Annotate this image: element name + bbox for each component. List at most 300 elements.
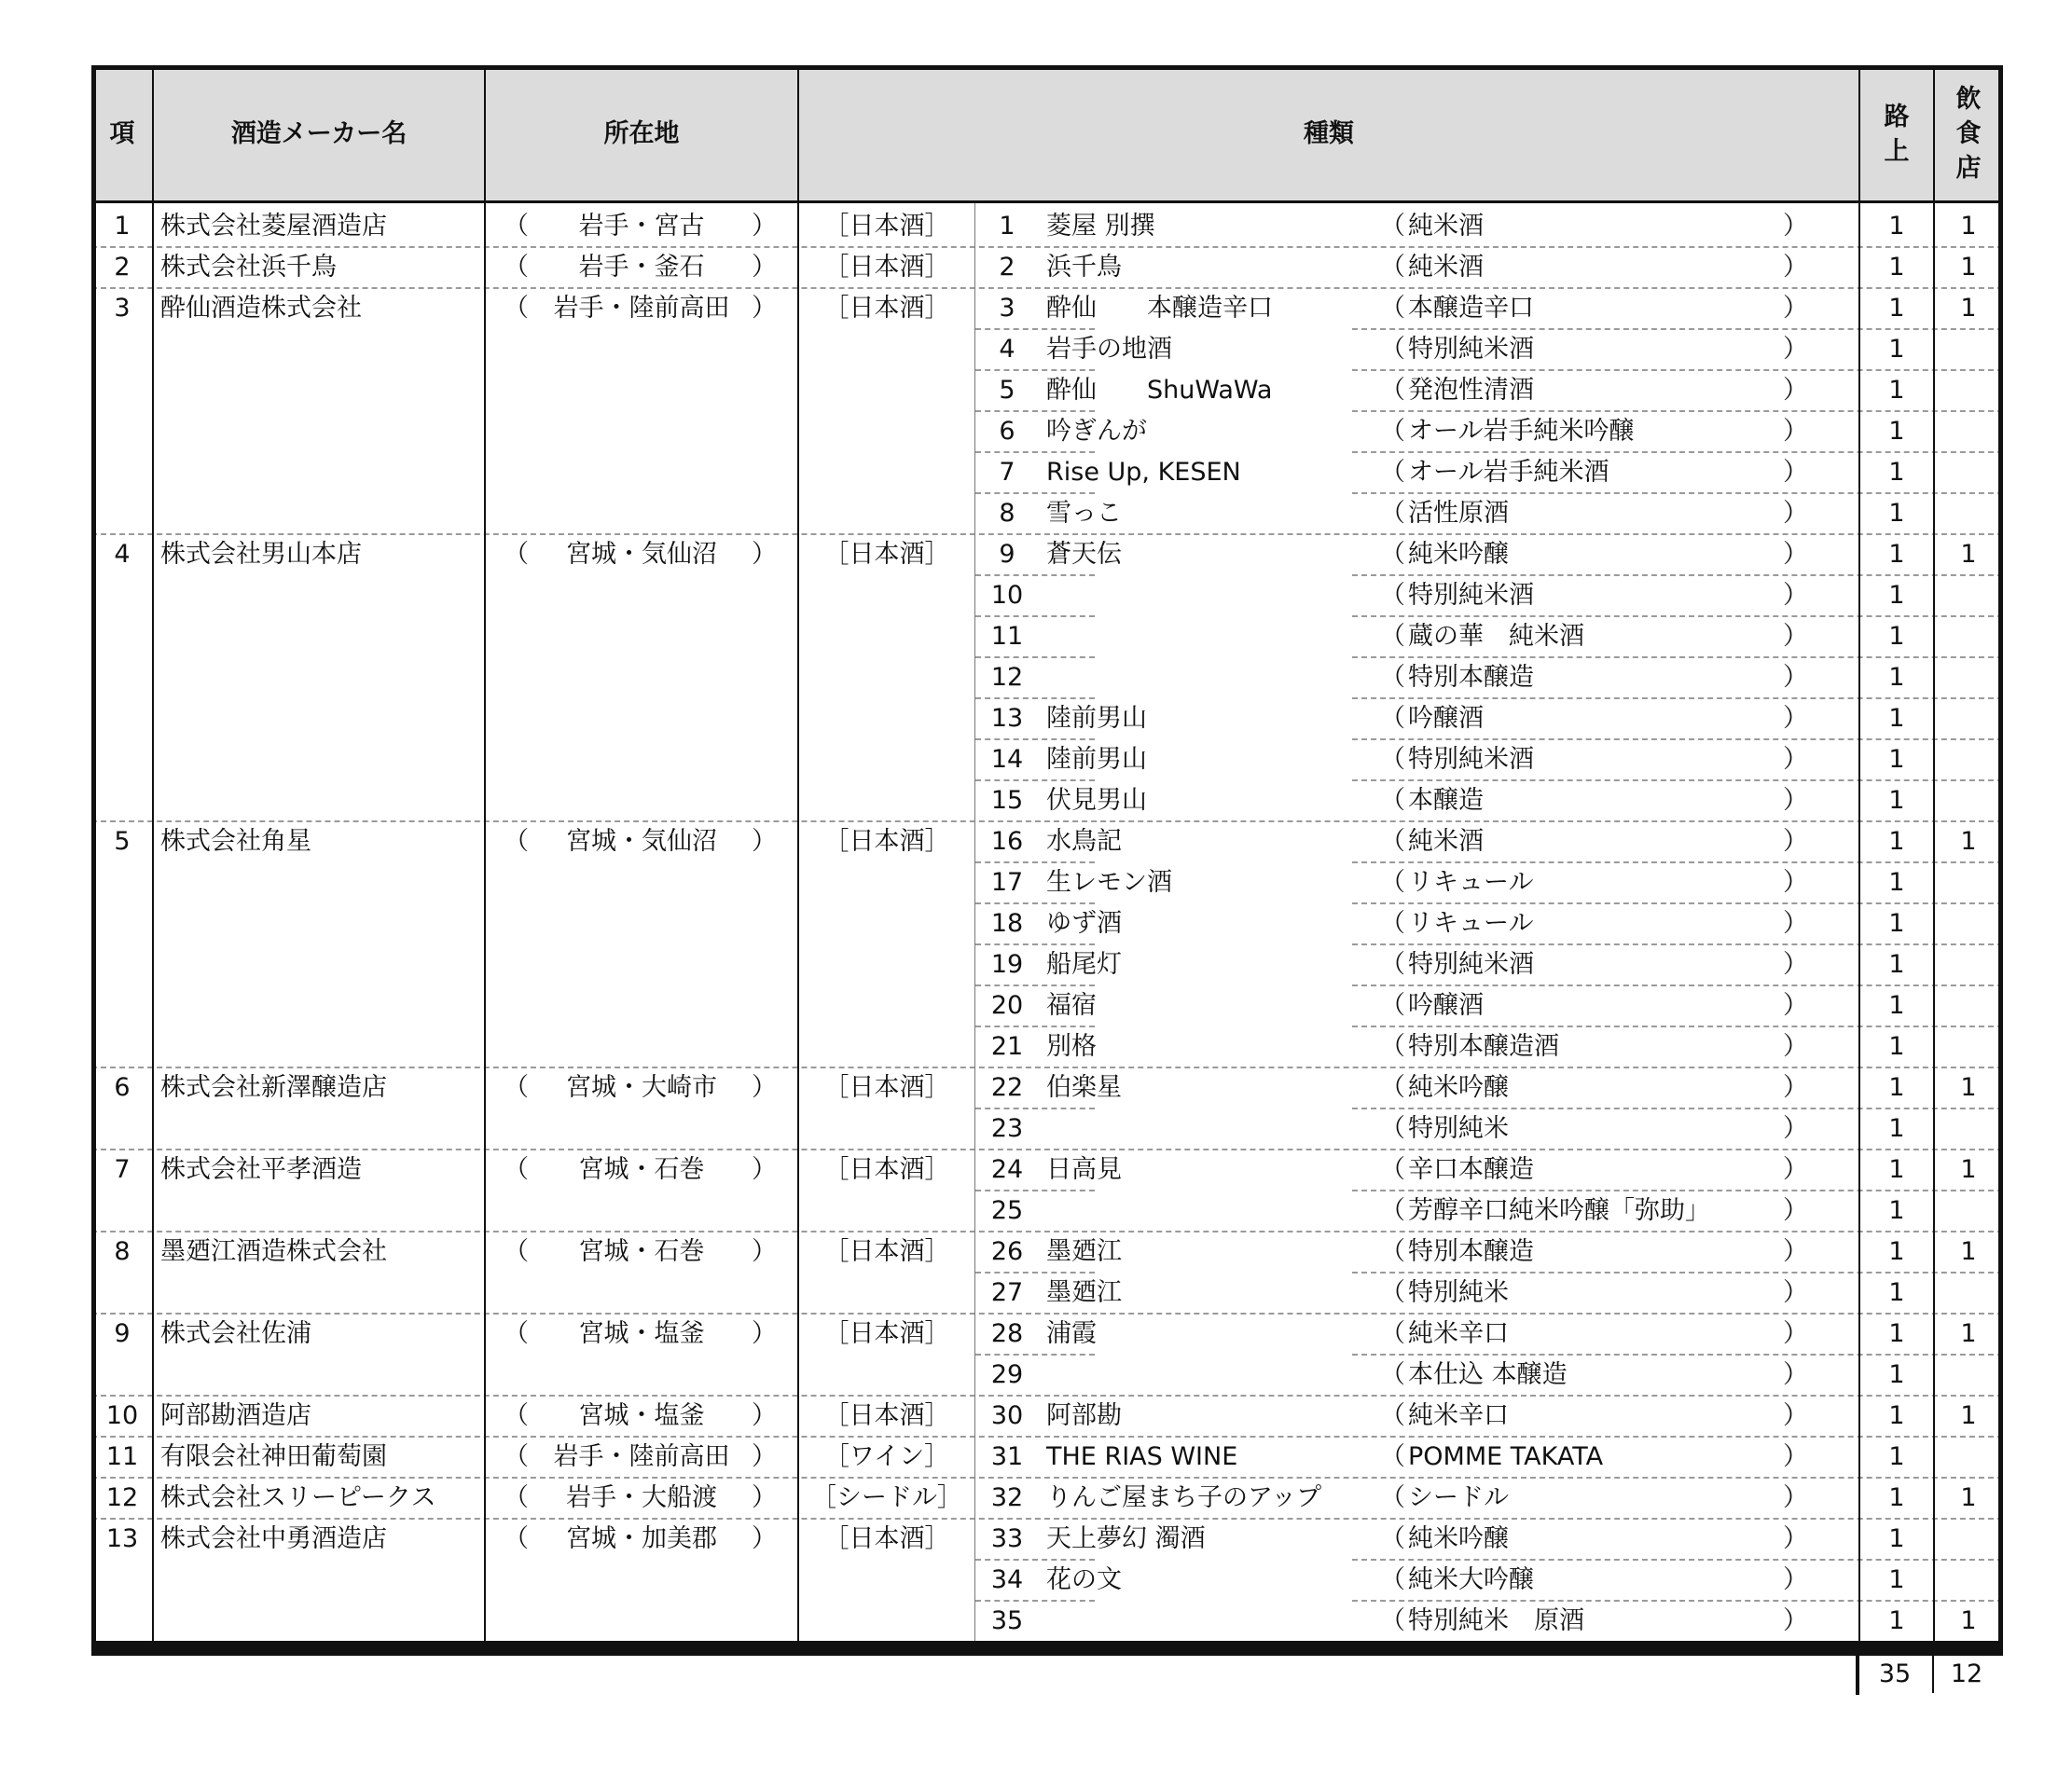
item-number: 2 [999, 253, 1015, 282]
open-paren: （ [1380, 827, 1405, 856]
close-paren: ） [1783, 950, 1808, 979]
maker-divider [91, 1395, 2003, 1397]
open-paren: （ [1380, 1360, 1405, 1389]
close-paren: ） [1783, 1073, 1808, 1102]
sake-kind: 芳醇辛口純米吟醸「弥助」 [1408, 1196, 1710, 1225]
maker-name: 株式会社菱屋酒造店 [160, 212, 387, 241]
total-street: 35 [1878, 1659, 1912, 1688]
header-no: 項 [109, 119, 135, 148]
street-count: 1 [1888, 1278, 1905, 1307]
sake-kind: オール岩手純米酒 [1408, 458, 1609, 487]
restaurant-count: 1 [1960, 294, 1977, 323]
liquor-type: ［日本酒］ [823, 1155, 950, 1184]
item-number: 35 [990, 1606, 1024, 1635]
product-name: 菱屋 別撰 [1046, 212, 1155, 241]
sake-kind: 発泡性清酒 [1408, 376, 1534, 405]
maker-name: 酔仙酒造株式会社 [160, 294, 362, 323]
location-close-paren: ） [752, 1401, 777, 1430]
location-close-paren: ） [752, 253, 777, 282]
maker-no: 8 [114, 1237, 131, 1266]
location-open-paren: （ [504, 1155, 529, 1184]
street-count: 1 [1888, 1565, 1905, 1594]
maker-name: 阿部勘酒造店 [160, 1401, 311, 1430]
product-name: 船尾灯 [1046, 950, 1122, 979]
product-name: 陸前男山 [1046, 704, 1147, 733]
row-divider [1352, 861, 2003, 863]
sake-kind: 本醸造 [1408, 786, 1484, 815]
location-close-paren: ） [752, 1524, 777, 1553]
row-divider [975, 984, 1095, 986]
maker-divider [91, 533, 2003, 535]
sake-kind: 蔵の華 純米酒 [1408, 622, 1584, 651]
row-divider [1352, 738, 2003, 740]
liquor-type: ［ワイン］ [823, 1442, 950, 1471]
maker-location: 岩手・釜石 [578, 253, 705, 282]
item-number: 8 [999, 499, 1015, 528]
product-name: 福宿 [1046, 991, 1097, 1020]
close-paren: ） [1783, 827, 1808, 856]
liquor-type: ［日本酒］ [823, 294, 950, 323]
sake-kind: 吟醸酒 [1408, 704, 1484, 733]
maker-divider [91, 1231, 2003, 1232]
street-count: 1 [1888, 1606, 1905, 1635]
open-paren: （ [1380, 1401, 1405, 1430]
item-number: 15 [990, 786, 1024, 815]
open-paren: （ [1380, 1114, 1405, 1143]
close-paren: ） [1783, 991, 1808, 1020]
maker-location: 岩手・陸前高田 [553, 294, 730, 323]
location-close-paren: ） [752, 1442, 777, 1471]
open-paren: （ [1380, 1606, 1405, 1635]
header-location: 所在地 [603, 119, 680, 148]
location-open-paren: （ [504, 1442, 529, 1471]
item-number: 17 [990, 868, 1024, 897]
maker-name: 株式会社平孝酒造 [160, 1155, 362, 1184]
open-paren: （ [1380, 540, 1405, 569]
row-divider [1352, 328, 2003, 330]
open-paren: （ [1380, 745, 1405, 774]
liquor-type: ［日本酒］ [823, 253, 950, 282]
maker-name: 株式会社新澤醸造店 [160, 1073, 387, 1102]
row-divider [1352, 1600, 2003, 1602]
header-kind: 種類 [1304, 119, 1354, 148]
open-paren: （ [1380, 458, 1405, 487]
close-paren: ） [1783, 745, 1808, 774]
row-divider [975, 1108, 1095, 1109]
street-count: 1 [1888, 1360, 1905, 1389]
number-column-line [974, 202, 975, 1641]
location-open-paren: （ [504, 253, 529, 282]
restaurant-count: 1 [1960, 1319, 1977, 1348]
street-count: 1 [1888, 950, 1905, 979]
maker-no: 9 [114, 1319, 131, 1348]
product-name: 墨廼江 [1046, 1237, 1122, 1266]
close-paren: ） [1783, 376, 1808, 405]
liquor-type: ［日本酒］ [823, 1237, 950, 1266]
product-name: 酔仙 本醸造辛口 [1046, 294, 1273, 323]
item-number: 21 [990, 1032, 1024, 1061]
close-paren: ） [1783, 212, 1808, 241]
liquor-type: ［日本酒］ [823, 1401, 950, 1430]
street-count: 1 [1888, 745, 1905, 774]
row-divider [975, 902, 1095, 904]
row-divider [1352, 451, 2003, 453]
close-paren: ） [1783, 909, 1808, 938]
row-divider [1352, 615, 2003, 617]
row-divider [1352, 656, 2003, 658]
close-paren: ） [1783, 1155, 1808, 1184]
sake-kind: 純米吟醸 [1408, 1524, 1509, 1553]
item-number: 30 [990, 1401, 1024, 1430]
open-paren: （ [1380, 663, 1405, 692]
street-count: 1 [1888, 1196, 1905, 1225]
row-divider [975, 574, 1095, 576]
location-close-paren: ） [752, 1155, 777, 1184]
sake-kind: 活性原酒 [1408, 499, 1509, 528]
open-paren: （ [1380, 991, 1405, 1020]
maker-divider [91, 1067, 2003, 1068]
open-paren: （ [1380, 1442, 1405, 1471]
item-number: 16 [990, 827, 1024, 856]
restaurant-count: 1 [1960, 212, 1977, 241]
restaurant-count: 1 [1960, 253, 1977, 282]
street-count: 1 [1888, 1401, 1905, 1430]
product-name: ゆず酒 [1046, 909, 1122, 938]
close-paren: ） [1783, 253, 1808, 282]
close-paren: ） [1783, 1606, 1808, 1635]
sake-maker-table [91, 65, 2003, 1650]
maker-divider [91, 246, 2003, 248]
open-paren: （ [1380, 417, 1405, 446]
row-divider [975, 492, 1095, 494]
open-paren: （ [1380, 499, 1405, 528]
sake-kind: リキュール [1408, 909, 1534, 938]
product-name: りんご屋まち子のアップ [1046, 1483, 1322, 1512]
column-line [1933, 65, 1935, 1641]
item-number: 31 [990, 1442, 1024, 1471]
item-number: 12 [990, 663, 1024, 692]
street-count: 1 [1888, 1237, 1905, 1266]
open-paren: （ [1380, 1483, 1405, 1512]
open-paren: （ [1380, 1565, 1405, 1594]
maker-location: 宮城・加美郡 [566, 1524, 717, 1553]
column-line [152, 65, 154, 1641]
row-divider [975, 1354, 1095, 1356]
restaurant-count: 1 [1960, 1073, 1977, 1102]
maker-location: 宮城・石巻 [578, 1237, 705, 1266]
sake-kind: 特別純米酒 [1408, 745, 1534, 774]
row-divider [1352, 943, 2003, 945]
product-name: 雪っこ [1046, 499, 1122, 528]
maker-no: 7 [114, 1155, 131, 1184]
open-paren: （ [1380, 1073, 1405, 1102]
header-bottom-line [91, 200, 2003, 203]
maker-divider [91, 820, 2003, 822]
sake-kind: 特別本醸造 [1408, 663, 1534, 692]
close-paren: ） [1783, 704, 1808, 733]
close-paren: ） [1783, 294, 1808, 323]
open-paren: （ [1380, 212, 1405, 241]
maker-location: 岩手・宮古 [578, 212, 705, 241]
sake-kind: リキュール [1408, 868, 1534, 897]
product-name: 岩手の地酒 [1046, 335, 1172, 364]
maker-no: 5 [114, 827, 131, 856]
close-paren: ） [1783, 581, 1808, 610]
close-paren: ） [1783, 1114, 1808, 1143]
close-paren: ） [1783, 786, 1808, 815]
row-divider [1352, 1559, 2003, 1561]
location-open-paren: （ [504, 1401, 529, 1430]
maker-location: 宮城・大崎市 [566, 1073, 717, 1102]
sake-kind: 純米大吟醸 [1408, 1565, 1534, 1594]
maker-location: 岩手・陸前高田 [553, 1442, 730, 1471]
sake-kind: 純米辛口 [1408, 1319, 1509, 1348]
maker-no: 11 [105, 1442, 139, 1471]
close-paren: ） [1783, 1524, 1808, 1553]
row-divider [1352, 1026, 2003, 1027]
location-open-paren: （ [504, 1319, 529, 1348]
street-count: 1 [1888, 1155, 1905, 1184]
item-number: 25 [990, 1196, 1024, 1225]
product-name: 生レモン酒 [1046, 868, 1172, 897]
maker-location: 宮城・塩釜 [578, 1401, 705, 1430]
street-count: 1 [1888, 253, 1905, 282]
item-number: 9 [999, 540, 1015, 569]
item-number: 11 [990, 622, 1024, 651]
header-maker: 酒造メーカー名 [230, 119, 407, 148]
open-paren: （ [1380, 704, 1405, 733]
sake-kind: 特別本醸造酒 [1408, 1032, 1559, 1061]
close-paren: ） [1783, 1360, 1808, 1389]
close-paren: ） [1783, 1442, 1808, 1471]
open-paren: （ [1380, 1196, 1405, 1225]
street-count: 1 [1888, 581, 1905, 610]
open-paren: （ [1380, 786, 1405, 815]
location-open-paren: （ [504, 1237, 529, 1266]
maker-no: 3 [114, 294, 131, 323]
maker-no: 1 [114, 212, 131, 241]
close-paren: ） [1783, 458, 1808, 487]
street-count: 1 [1888, 458, 1905, 487]
sake-kind: 特別本醸造 [1408, 1237, 1534, 1266]
sake-kind: 特別純米酒 [1408, 335, 1534, 364]
sake-kind: 純米吟醸 [1408, 1073, 1509, 1102]
row-divider [1352, 697, 2003, 699]
item-number: 18 [990, 909, 1024, 938]
item-number: 13 [990, 704, 1024, 733]
sake-kind: 純米吟醸 [1408, 540, 1509, 569]
liquor-type: ［シードル］ [811, 1483, 962, 1512]
row-divider [975, 779, 1095, 781]
row-divider [975, 1559, 1095, 1561]
close-paren: ） [1783, 540, 1808, 569]
open-paren: （ [1380, 1524, 1405, 1553]
street-count: 1 [1888, 499, 1905, 528]
item-number: 3 [999, 294, 1015, 323]
total-restaurant: 12 [1950, 1659, 1983, 1688]
sake-kind: 本仕込 本醸造 [1408, 1360, 1568, 1389]
row-divider [1352, 574, 2003, 576]
sake-kind: POMME TAKATA [1408, 1442, 1604, 1471]
row-divider [975, 656, 1095, 658]
row-divider [1352, 984, 2003, 986]
location-close-paren: ） [752, 827, 777, 856]
close-paren: ） [1783, 663, 1808, 692]
restaurant-count: 1 [1960, 1606, 1977, 1635]
left-border [91, 65, 96, 1641]
product-name: 蒼天伝 [1046, 540, 1122, 569]
liquor-type: ［日本酒］ [823, 1319, 950, 1348]
item-number: 7 [999, 458, 1015, 487]
street-count: 1 [1888, 376, 1905, 405]
street-count: 1 [1888, 827, 1905, 856]
street-count: 1 [1888, 212, 1905, 241]
item-number: 19 [990, 950, 1024, 979]
product-name: 酔仙 ShuWaWa [1046, 376, 1273, 405]
open-paren: （ [1380, 1032, 1405, 1061]
sake-kind: 特別純米酒 [1408, 950, 1534, 979]
row-divider [1352, 492, 2003, 494]
restaurant-count: 1 [1960, 1155, 1977, 1184]
sake-kind: 本醸造辛口 [1408, 294, 1534, 323]
maker-location: 宮城・塩釜 [578, 1319, 705, 1348]
location-open-paren: （ [504, 1524, 529, 1553]
maker-divider [91, 287, 2003, 289]
product-name: 水鳥記 [1046, 827, 1122, 856]
header-restaurant: 飲 食 店 [1955, 85, 1982, 183]
maker-name: 株式会社中勇酒造店 [160, 1524, 387, 1553]
street-count: 1 [1888, 294, 1905, 323]
bottom-border [91, 1641, 2003, 1656]
maker-name: 有限会社神田葡萄園 [160, 1442, 387, 1471]
liquor-type: ［日本酒］ [823, 212, 950, 241]
location-open-paren: （ [504, 294, 529, 323]
maker-no: 10 [105, 1401, 139, 1430]
item-number: 23 [990, 1114, 1024, 1143]
top-border [91, 65, 2003, 70]
row-divider [975, 328, 1095, 330]
item-number: 1 [999, 212, 1015, 241]
street-count: 1 [1888, 1073, 1905, 1102]
item-number: 5 [999, 376, 1015, 405]
row-divider [975, 861, 1095, 863]
liquor-type: ［日本酒］ [823, 1073, 950, 1102]
close-paren: ） [1783, 1278, 1808, 1307]
maker-location: 宮城・石巻 [578, 1155, 705, 1184]
location-close-paren: ） [752, 212, 777, 241]
street-count: 1 [1888, 417, 1905, 446]
restaurant-count: 1 [1960, 1237, 1977, 1266]
row-divider [975, 369, 1095, 371]
maker-divider [91, 1436, 2003, 1438]
close-paren: ） [1783, 1196, 1808, 1225]
item-number: 29 [990, 1360, 1024, 1389]
liquor-type: ［日本酒］ [823, 540, 950, 569]
maker-divider [91, 1477, 2003, 1479]
row-divider [975, 1026, 1095, 1027]
location-open-paren: （ [504, 212, 529, 241]
item-number: 4 [999, 335, 1015, 364]
maker-no: 4 [114, 540, 131, 569]
product-name: 陸前男山 [1046, 745, 1147, 774]
location-open-paren: （ [504, 1073, 529, 1102]
row-divider [975, 410, 1095, 412]
totals-row [1856, 1654, 1983, 1695]
location-open-paren: （ [504, 827, 529, 856]
maker-no: 6 [114, 1073, 131, 1102]
row-divider [975, 1600, 1095, 1602]
row-divider [975, 1272, 1095, 1274]
open-paren: （ [1380, 1237, 1405, 1266]
open-paren: （ [1380, 1319, 1405, 1348]
sake-kind: 特別純米酒 [1408, 581, 1534, 610]
close-paren: ） [1783, 335, 1808, 364]
sake-kind: 辛口本醸造 [1408, 1155, 1534, 1184]
close-paren: ） [1783, 417, 1808, 446]
maker-no: 2 [114, 253, 131, 282]
location-close-paren: ） [752, 1073, 777, 1102]
close-paren: ） [1783, 868, 1808, 897]
sake-kind: シードル [1408, 1483, 1509, 1512]
street-count: 1 [1888, 991, 1905, 1020]
sake-kind: オール岩手純米吟醸 [1408, 417, 1635, 446]
location-close-paren: ） [752, 294, 777, 323]
location-close-paren: ） [752, 540, 777, 569]
open-paren: （ [1380, 294, 1405, 323]
street-count: 1 [1888, 335, 1905, 364]
open-paren: （ [1380, 376, 1405, 405]
product-name: 伯楽星 [1046, 1073, 1122, 1102]
right-border [1998, 65, 2003, 1641]
maker-location: 宮城・気仙沼 [566, 827, 717, 856]
restaurant-count: 1 [1960, 1483, 1977, 1512]
product-name: 日高見 [1046, 1155, 1122, 1184]
product-name: Rise Up, KESEN [1046, 458, 1241, 487]
row-divider [975, 615, 1095, 617]
row-divider [1352, 779, 2003, 781]
sake-kind: 純米酒 [1408, 212, 1484, 241]
open-paren: （ [1380, 868, 1405, 897]
item-number: 6 [999, 417, 1015, 446]
street-count: 1 [1888, 622, 1905, 651]
product-name: 阿部勘 [1046, 1401, 1122, 1430]
open-paren: （ [1380, 581, 1405, 610]
row-divider [975, 1190, 1095, 1191]
maker-no: 12 [105, 1483, 139, 1512]
row-divider [1352, 410, 2003, 412]
street-count: 1 [1888, 786, 1905, 815]
header-street: 路 上 [1884, 102, 1910, 166]
maker-divider [91, 1149, 2003, 1150]
item-number: 10 [990, 581, 1024, 610]
sake-kind: 特別純米 原酒 [1408, 1606, 1584, 1635]
row-divider [1352, 369, 2003, 371]
totals-divider [1932, 1654, 1934, 1693]
street-count: 1 [1888, 663, 1905, 692]
maker-name: 株式会社スリーピークス [160, 1483, 436, 1512]
sake-kind: 特別純米 [1408, 1114, 1509, 1143]
maker-name: 株式会社角星 [160, 827, 311, 856]
maker-divider [91, 1518, 2003, 1520]
row-divider [1352, 902, 2003, 904]
column-line [1858, 65, 1860, 1641]
sake-kind: 純米酒 [1408, 253, 1484, 282]
liquor-type: ［日本酒］ [823, 1524, 950, 1553]
open-paren: （ [1380, 1278, 1405, 1307]
product-name: 浜千鳥 [1046, 253, 1122, 282]
product-name: 天上夢幻 濁酒 [1046, 1524, 1206, 1553]
maker-divider [91, 1313, 2003, 1315]
